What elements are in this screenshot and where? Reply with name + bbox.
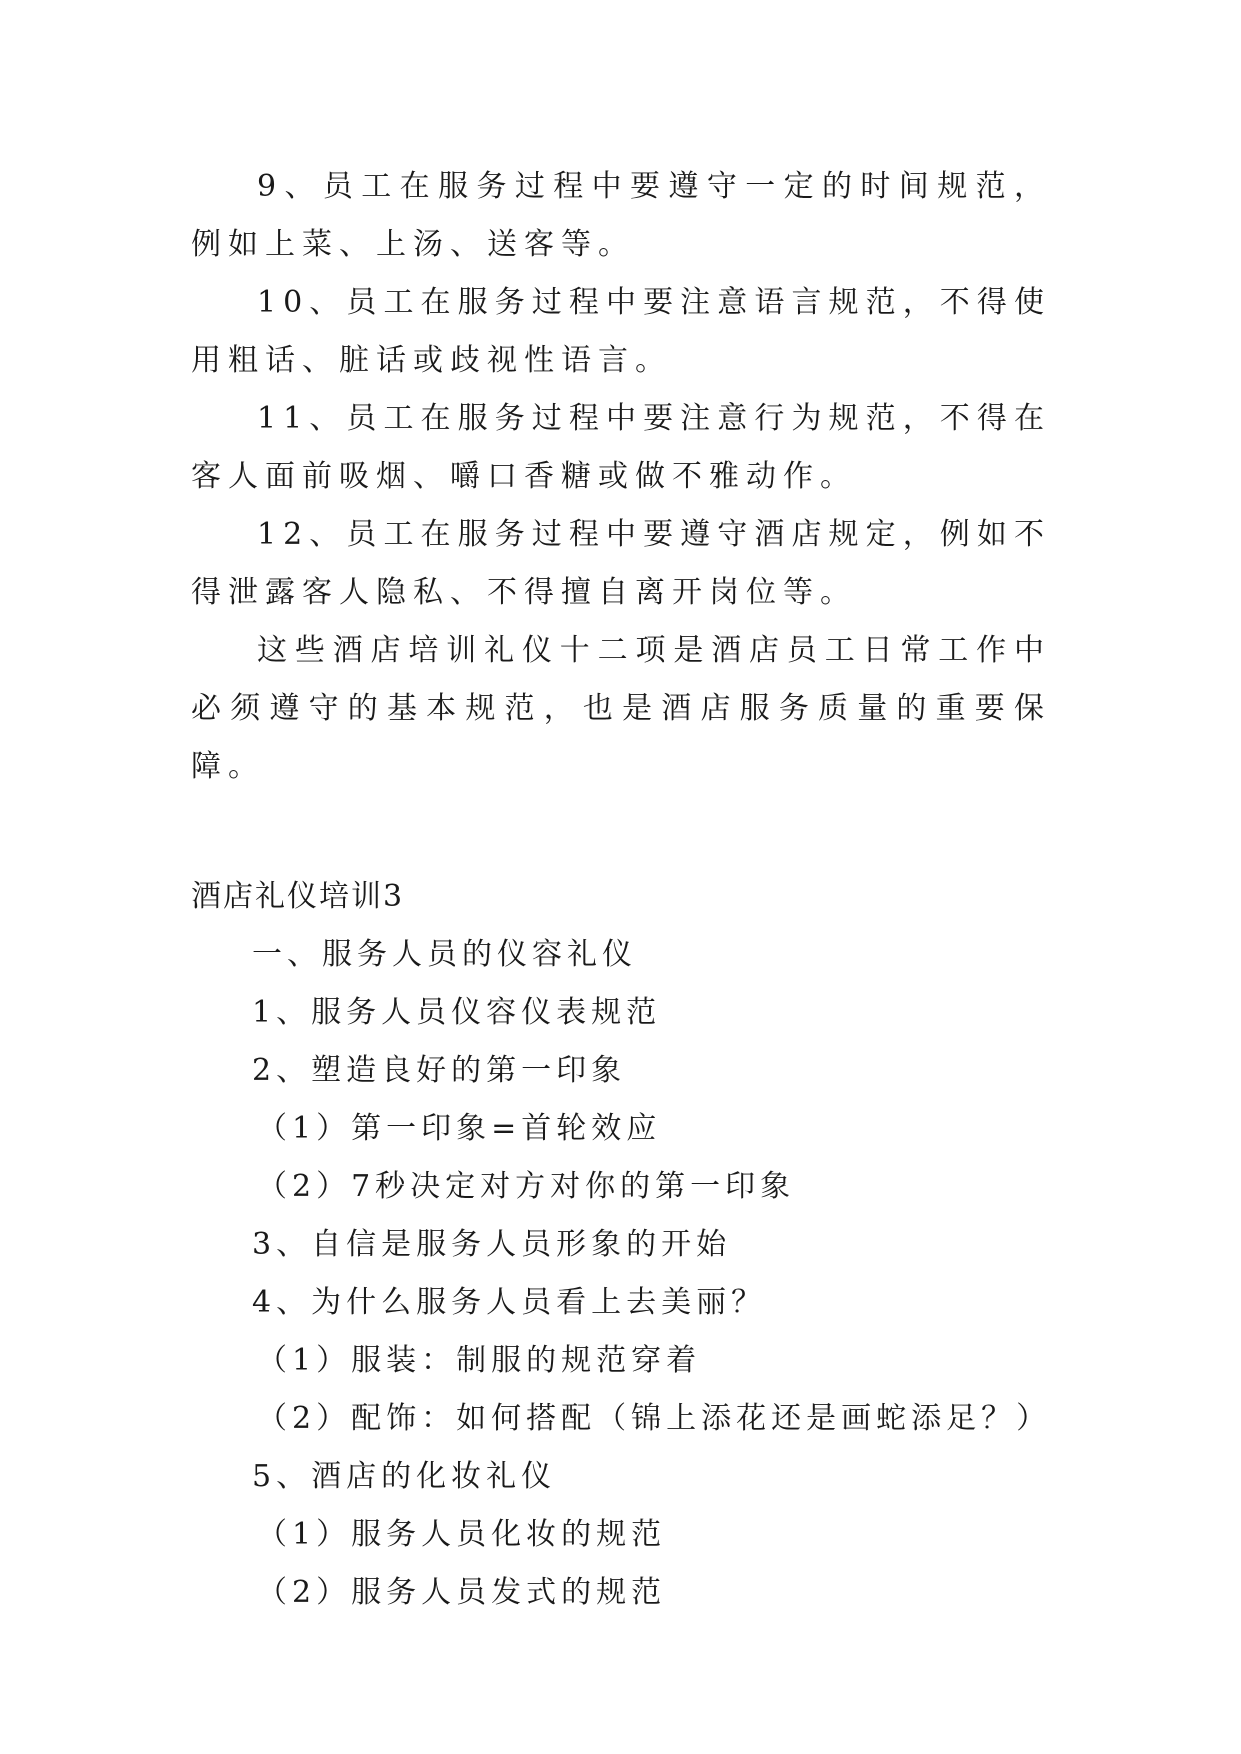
document-body <box>191 158 1051 1622</box>
summary-paragraph: 这些酒店培训礼仪十二项是酒店员工日常工作中必须遵守的基本规范，也是酒店服务质量的重要保障。 <box>191 633 1051 784</box>
rule-9-paragraph: 9、员工在服务过程中要遵守一定的时间规范，例如上菜、上汤、送客等。 <box>191 169 1051 262</box>
outline-subitem: （2）7秒决定对方对你的第一印象 <box>257 1169 796 1204</box>
outline-subitem: （2）服务人员发式的规范 <box>257 1575 667 1610</box>
rule-11-paragraph: 11、员工在服务过程中要注意行为规范，不得在客人面前吸烟、嚼口香糖或做不雅动作。 <box>191 401 1051 494</box>
outline-subitem: （1）服务人员化妆的规范 <box>257 1517 667 1552</box>
outline-item: 5、酒店的化妆礼仪 <box>252 1459 557 1494</box>
outline-item: 2、塑造良好的第一印象 <box>252 1053 627 1088</box>
outline-item: 4、为什么服务人员看上去美丽？ <box>252 1285 767 1320</box>
outline-heading: 一、服务人员的仪容礼仪 <box>252 937 637 972</box>
outline-item: 1、服务人员仪容仪表规范 <box>252 995 662 1030</box>
section-title: 酒店礼仪培训3 <box>191 879 405 914</box>
outline-subitem: （1）第一印象=首轮效应 <box>257 1111 662 1146</box>
rule-12-paragraph: 12、员工在服务过程中要遵守酒店规定，例如不得泄露客人隐私、不得擅自离开岗位等。 <box>191 517 1051 610</box>
section-spacer <box>191 796 1051 868</box>
rule-10-paragraph: 10、员工在服务过程中要注意语言规范，不得使用粗话、脏话或歧视性语言。 <box>191 285 1051 378</box>
outline-subitem: （1）服装：制服的规范穿着 <box>257 1343 702 1378</box>
outline-item: 3、自信是服务人员形象的开始 <box>252 1227 732 1262</box>
outline-list <box>191 926 1051 1622</box>
outline-subitem: （2）配饰：如何搭配（锦上添花还是画蛇添足？） <box>257 1401 1052 1436</box>
